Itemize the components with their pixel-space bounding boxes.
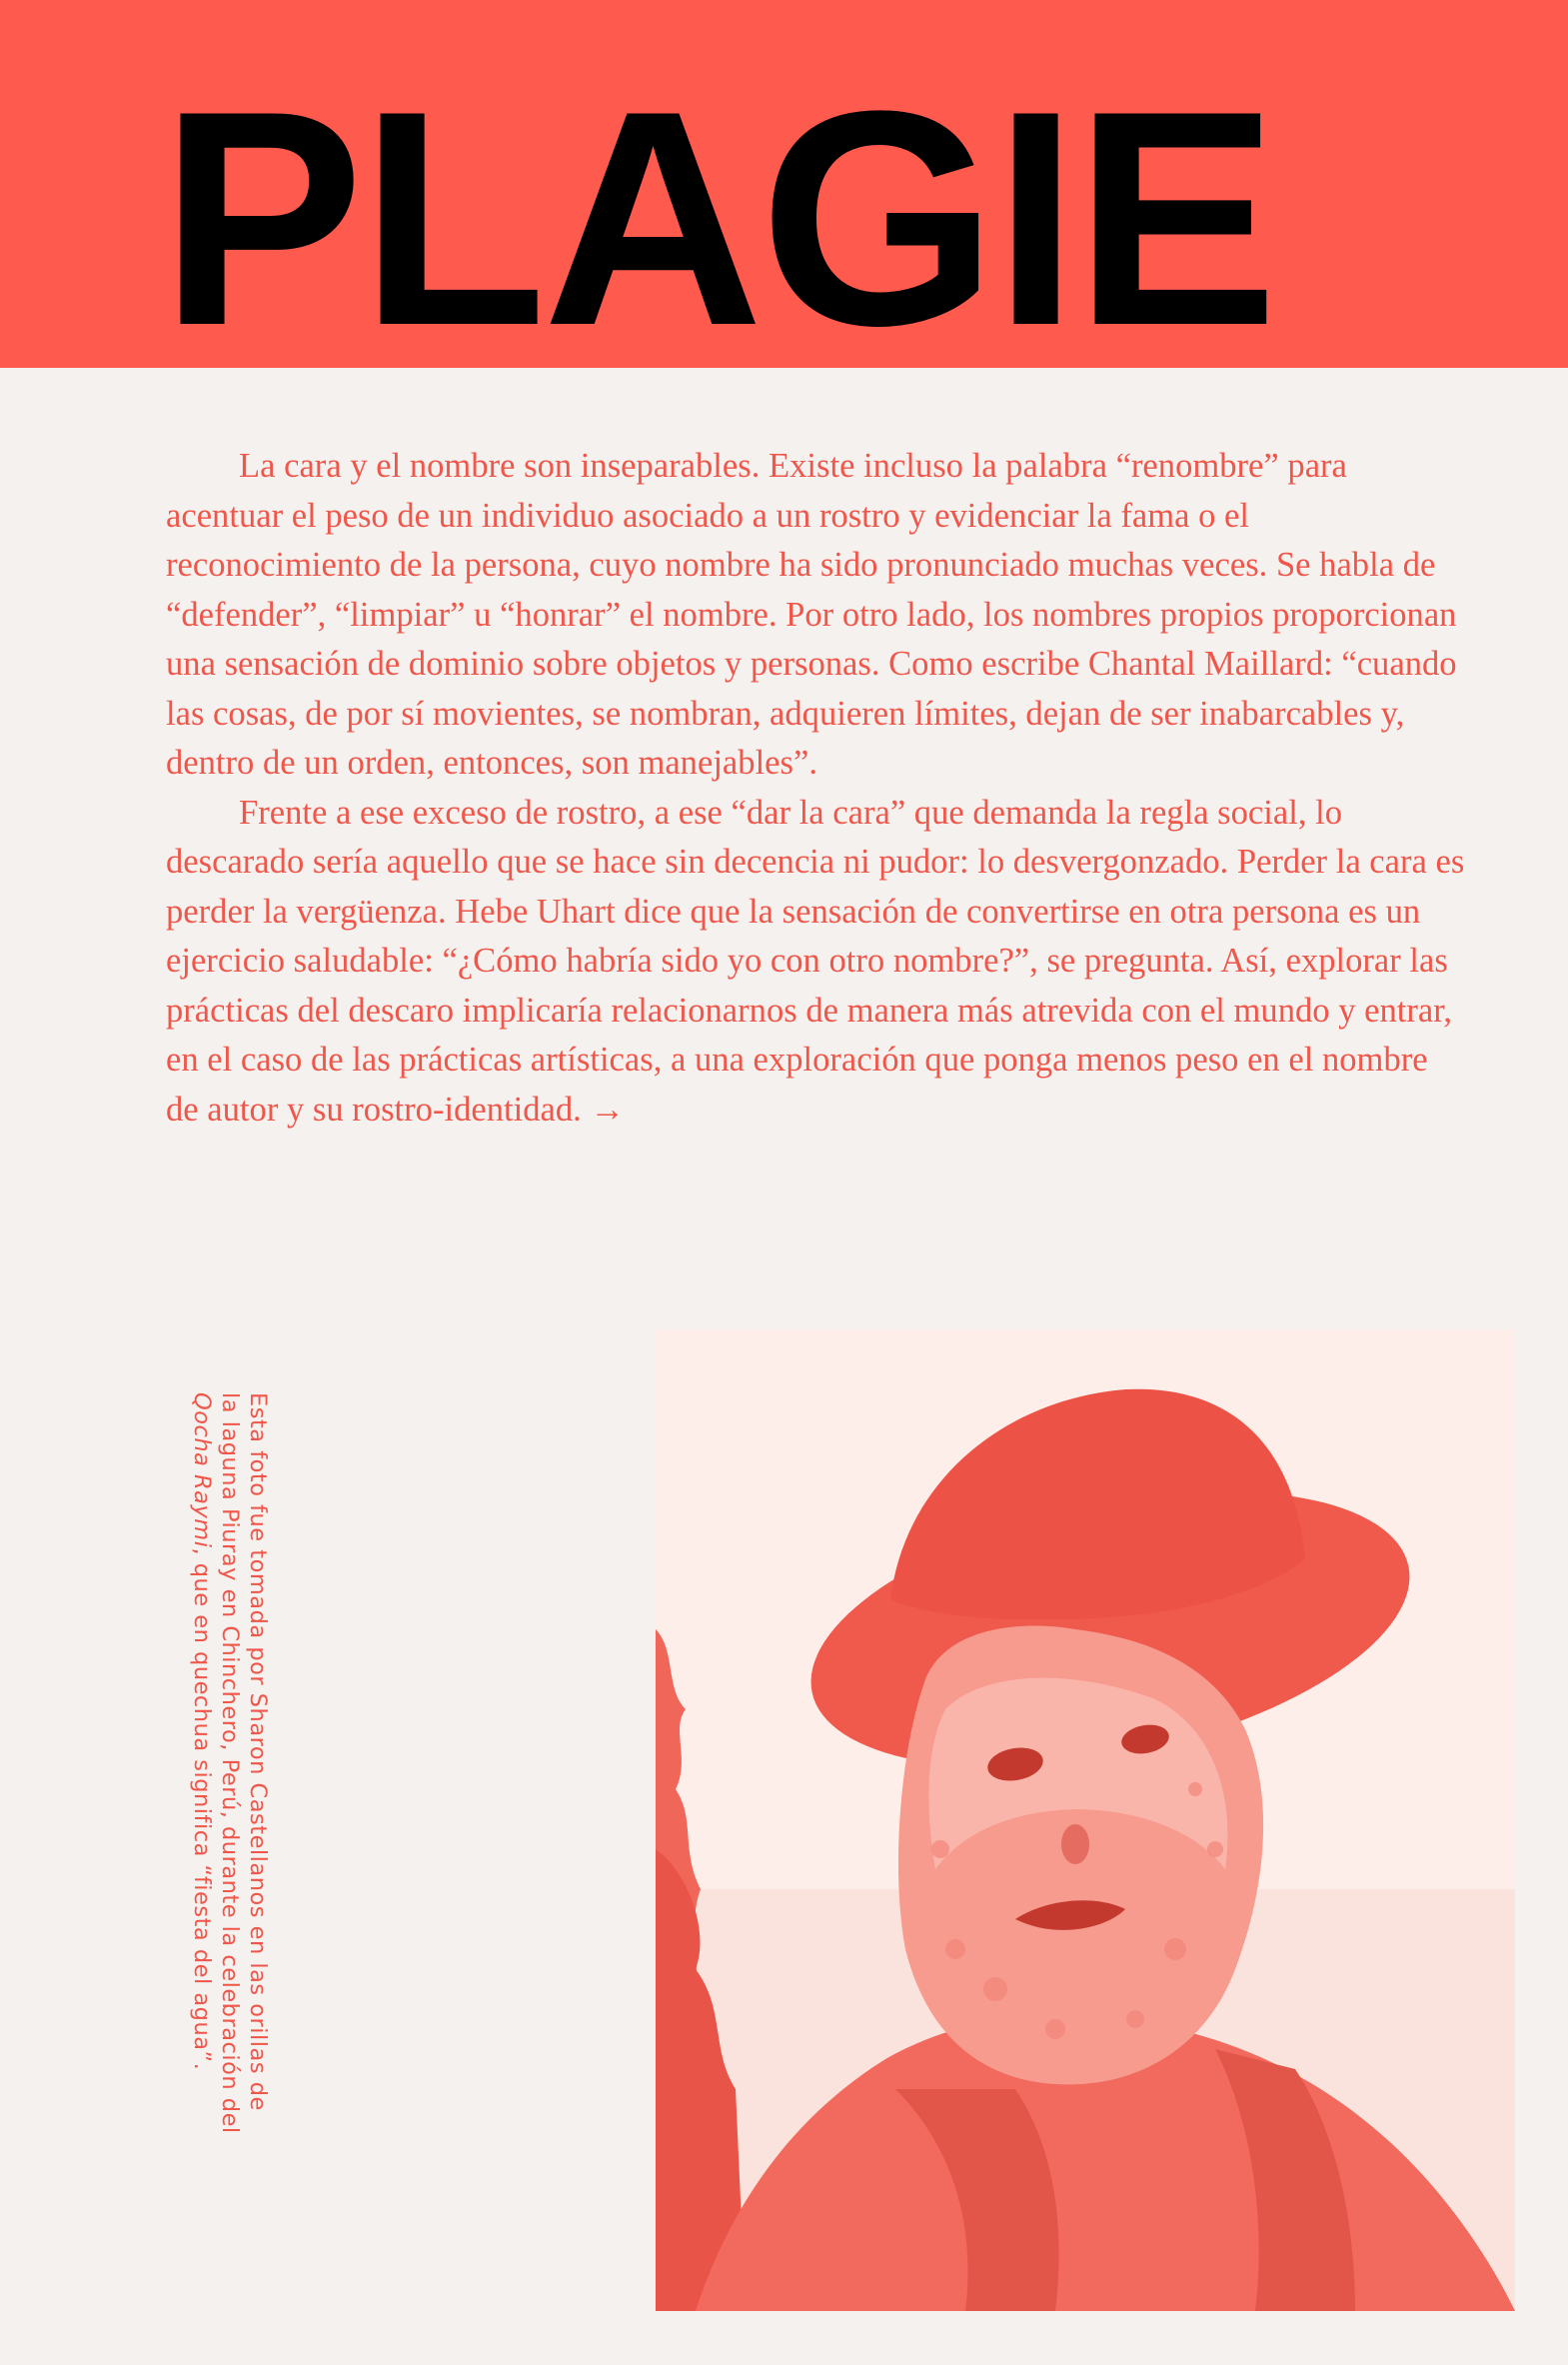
caption-italic: Qocha Raymi: [189, 1392, 215, 1548]
page-title: PLAGIE: [160, 68, 1275, 368]
photo-caption: [160, 1392, 272, 2137]
masked-figure-photo: [656, 1329, 1515, 2311]
caption-text: Esta foto fue tomada por Sharon Castellanos en las orillas de la laguna Piuray en Chinchero, Perú, durante la celebración del: [217, 1392, 271, 2134]
caption-text-end: , que en quechua significa “fiesta del agua”.: [189, 1547, 215, 2071]
paragraph-2: Frente a ese exceso de rostro, a ese “dar la cara” que demanda la regla social, lo descarado sería aquello que se hace sin decencia ni pudor: lo desvergonzado. Perder la cara es perder la vergüenza. Hebe Uhart dice que la sensación de convertirse en otra persona es un ejercicio saludable: “¿Cómo habría sido yo con otro nombre?”, se pregunta. Así, explorar las prácticas del descaro implicaría relacionarnos de manera más atrevida con el mundo y entrar, en el caso de las prácticas artísticas, a una exploración que ponga menos peso en el nombre de autor y su rostro-identidad. →: [166, 793, 1465, 1129]
paragraph-1: La cara y el nombre son inseparables. Existe incluso la palabra “renombre” para acentuar el peso de un individuo asociado a un rostro y evidenciar la fama o el reconocimiento de la persona, cuyo nombre ha sido pronunciado muchas veces. Se habla de “defender”, “limpiar” u “honrar” el nombre. Por otro lado, los nombres propios proporcionan una sensación de dominio sobre objetos y personas. Como escribe Chantal Maillard: “cuando las cosas, de por sí movientes, se nombran, adquieren límites, dejan de ser inabarcables y, dentro de un orden, entonces, son manejables”.: [166, 447, 1457, 782]
article-body: [166, 442, 1465, 1135]
